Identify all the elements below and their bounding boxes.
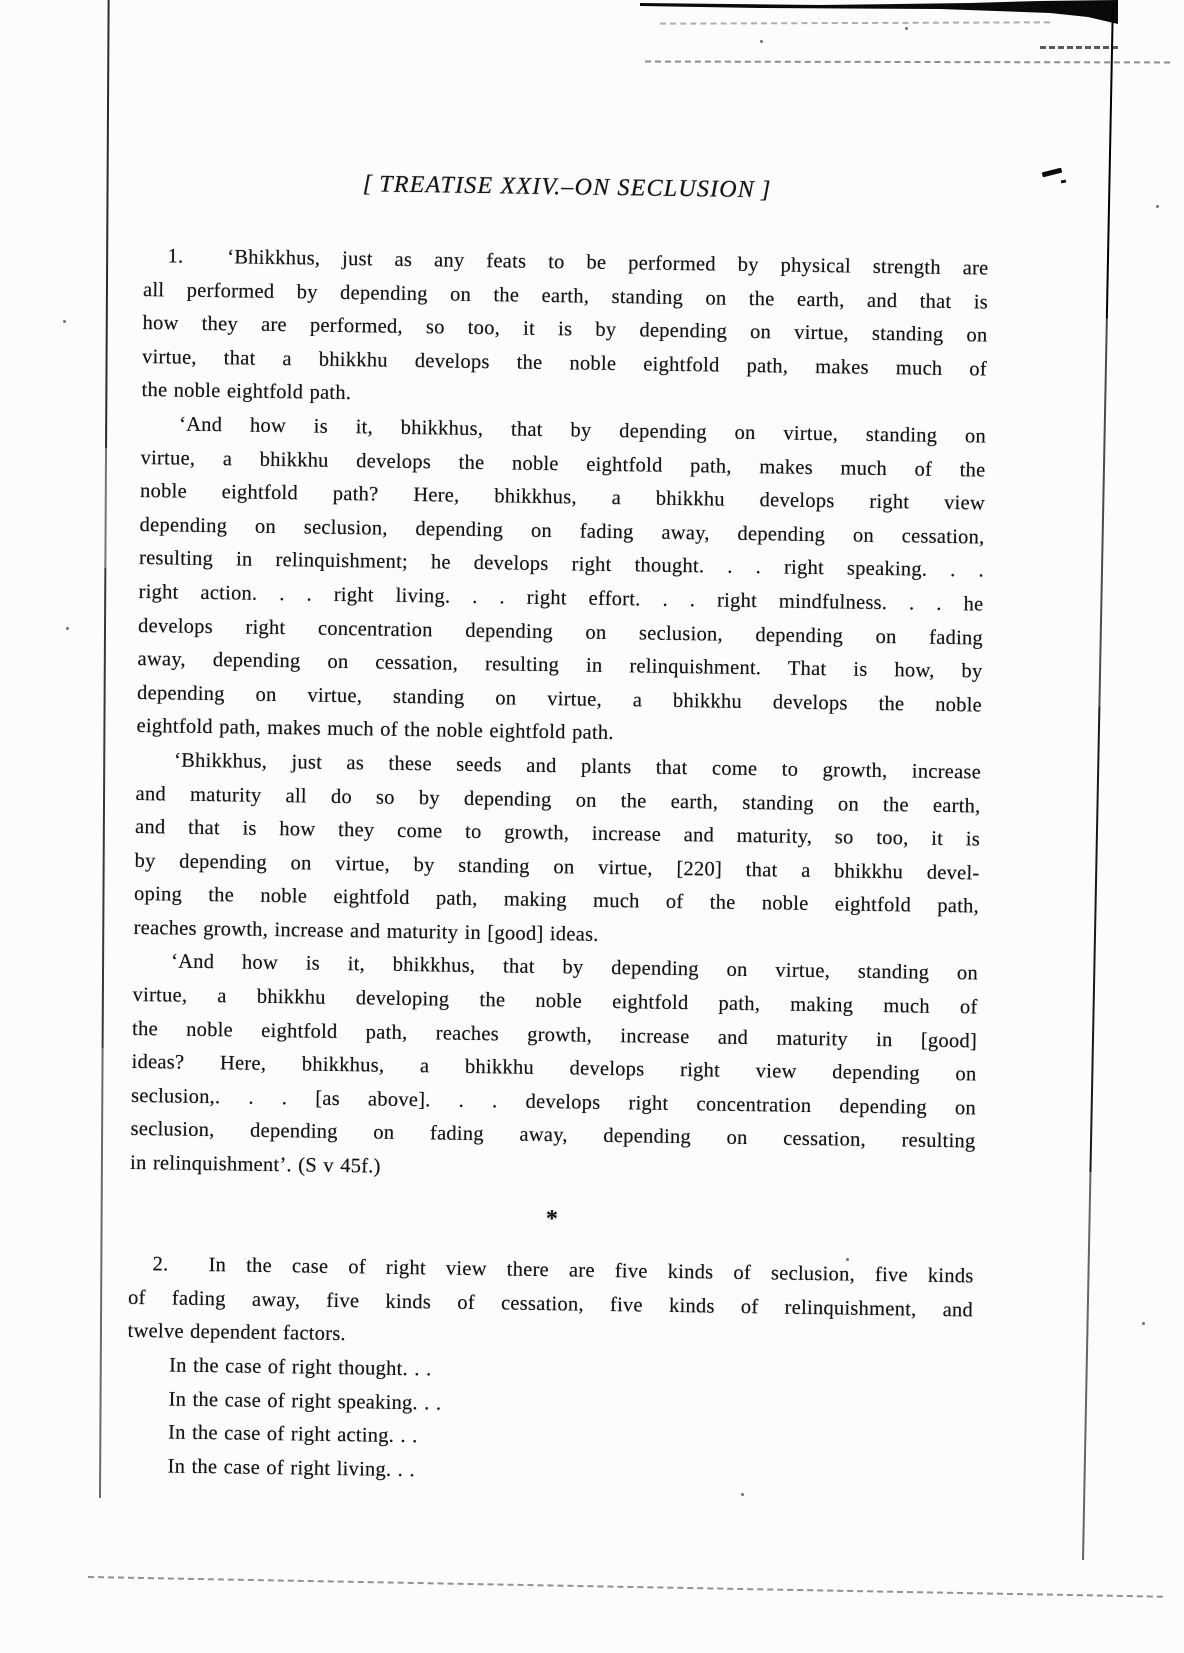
text-line: ‘And how is it, bhikkhus, that by depending on virtue, standing on <box>178 413 987 448</box>
text-line: ‘And how is it, bhikkhus, that by depending on virtue, standing on <box>170 950 979 985</box>
text-line: depending on virtue, standing on virtue, a bhikkhu develops the noble <box>136 681 983 717</box>
text-line: depending on seclusion, depending on fading away, depending on cessation, <box>139 513 985 549</box>
text-line: how they are performed, so too, it is by depending on virtue, standing on <box>142 312 988 347</box>
text-line: 2. In the case of right view there are five kinds of seclusion, five kinds <box>152 1253 974 1288</box>
scan-artifact-right-edge-line <box>1082 8 1114 1560</box>
list-item: In the case of right living. . . <box>167 1455 416 1481</box>
scan-artifact-left-edge-line <box>99 0 110 1498</box>
text-line: and that is how they come to growth, increase and maturity, so too, it is <box>134 816 981 851</box>
scan-speck <box>1142 1322 1145 1325</box>
text-block <box>125 160 990 1496</box>
scan-speck <box>760 40 763 43</box>
section-divider: * <box>545 1205 559 1232</box>
text-line: all performed by depending on the earth, standing on the earth, and that is <box>142 278 989 314</box>
text-line: virtue, that a bhikkhu develops the noble eightfold path, makes much of <box>141 345 988 381</box>
text-line: twelve dependent factors. <box>127 1320 347 1346</box>
text-line: virtue, a bhikkhu developing the noble eightfold path, making much of <box>132 983 978 1019</box>
text-line: oping the noble eightfold path, making much of the noble eightfold path, <box>133 883 980 918</box>
body-text <box>125 240 988 1496</box>
scan-speck <box>1156 205 1159 208</box>
text-line: 1. ‘Bhikkhus, just as any feats to be performed by physical strength are <box>167 245 989 280</box>
text-line: in relinquishment’. (S v 45f.) <box>129 1151 381 1178</box>
scan-artifact-dashed-line <box>645 61 1170 64</box>
text-line: seclusion, depending on fading away, depending on cessation, resulting <box>130 1118 976 1153</box>
scan-speck <box>741 1493 744 1496</box>
scan-artifact-dash-cluster <box>1040 46 1118 49</box>
text-line: ‘Bhikkhus, just as these seeds and plants that come to growth, increase <box>173 749 982 784</box>
text-line: away, depending on cessation, resulting in relinquishment. That is how, by <box>137 648 983 683</box>
scan-speck <box>66 627 69 630</box>
text-line: eightfold path, makes much of the noble eightfold path. <box>136 715 614 745</box>
scan-speck <box>63 320 66 323</box>
text-line: noble eightfold path? Here, bhikkhus, a bhikkhu develops right view <box>139 480 986 515</box>
text-line: virtue, a bhikkhu develops the noble eightfold path, makes much of the <box>140 446 986 482</box>
text-line: resulting in relinquishment; he develops right thought. . . right speaking. . . <box>138 547 985 582</box>
scan-speck <box>905 27 908 30</box>
text-line: the noble eightfold path. <box>141 379 352 405</box>
text-line: reaches growth, increase and maturity in [good] ideas. <box>133 916 599 946</box>
page-title: [ TREATISE XXIV.–ON SECLUSION ] <box>362 171 772 204</box>
text-line: develops right concentration depending on seclusion, depending on fading <box>137 614 984 650</box>
pencil-mark <box>1042 168 1063 178</box>
text-line: right action. . . right living. . . right effort. . . right mindfulness. . . he <box>138 580 984 616</box>
list-item: In the case of right acting. . . <box>167 1421 418 1448</box>
text-line: seclusion,. . . [as above]. . . develops right concentration depending on <box>130 1084 977 1120</box>
text-line: the noble eightfold path, reaches growth, increase and maturity in [good] <box>131 1017 978 1053</box>
text-line: by depending on virtue, by standing on virtue, [220] that a bhikkhu devel- <box>134 849 980 885</box>
text-line: and maturity all do so by depending on the earth, standing on the earth, <box>135 782 981 817</box>
scan-artifact-bottom-dotted-line <box>88 1576 1163 1598</box>
list-item: In the case of right thought. . . <box>168 1354 432 1381</box>
pencil-mark <box>1061 180 1066 184</box>
list-item: In the case of right speaking. . . <box>168 1388 442 1415</box>
text-line: ideas? Here, bhikkhus, a bhikkhu develops right view depending on <box>131 1051 977 1086</box>
text-line: of fading away, five kinds of cessation, five kinds of relinquishment, and <box>127 1286 974 1322</box>
